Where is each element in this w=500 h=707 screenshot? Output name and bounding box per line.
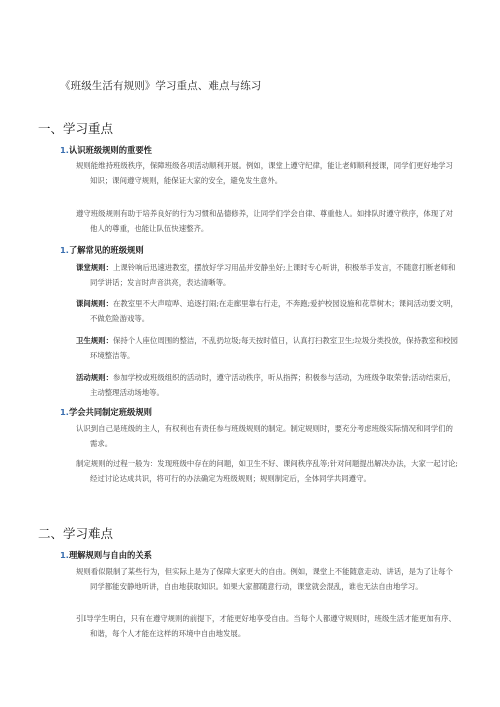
rule-text: 参加学校或班级组织的活动时，遵守活动秩序，听从指挥；积极参与活动，为班级争取荣誉;活动结束后，主动整理活动场地等。 [90,373,456,397]
subsection-heading [60,244,144,256]
subsection-number: 1. [60,550,69,560]
rule-paragraph [76,371,460,400]
subsection-title: 学会共同制定班级规则 [68,407,152,417]
section-heading: 一、学习重点 [38,121,114,136]
rule-lead: 课间规则： [76,299,113,308]
rule-lead: 活动规则： [76,373,113,382]
paragraph: 遵守班级规则有助于培养良好的行为习惯和品德修养，让同学们学会自律、尊重他人。如排队时遵守秩序，体现了对他人的尊重，也能让队伍快速整齐。 [76,209,453,233]
subsection-title: 了解常见的班级规则 [68,245,144,255]
paragraph: 制定规则的过程一般为：发现班级中存在的问题，如卫生不好、课间秩序乱等;针对问题提出解决办法，大家一起讨论;经过讨论达成共识，将可行的办法确定为班级规则；规则制定后，全体同学共同遵守。 [76,459,458,483]
subsection-title: 理解规则与自由的关系 [68,550,152,560]
subsection-heading [60,406,152,418]
paragraph: 认识到自己是班级的主人，有权利也有责任参与班级规则的制定。制定规则时，要充分考虑班级实际情况和同学们的需求。 [76,424,453,448]
rule-lead: 课堂规则： [76,263,113,272]
paragraph: 引I导学生明白，只有在遵守规则的前提下，才能更好地享受自由。当每个人都遵守规则时，班级生活才能更加有序、和谐，每个人才能在这样的环境中自由地发展。 [76,614,456,638]
rule-text: 在教室里不大声喧哗、追逐打闹;在走廊里靠右行走，不奔跑;爱护校园设施和花草树木；课间活动要文明，不做危险游戏等。 [90,299,458,323]
subsection-number: 1. [60,245,69,255]
rule-paragraph [76,334,460,363]
rule-text: 上课铃响后迅速进教室，摆放好学习用品并安静坐好;上课时专心听讲，积极举手发言，不随意打断老师和同学讲话；发言时声音洪亮，表达清晰等。 [90,263,456,287]
document-title: 《班级生活有规则》学习重点、难点与练习 [60,80,262,92]
subsection-title: 认识班级规则的重要性 [68,145,152,155]
rule-text: 保持个人座位周围的整洁，不乱扔垃圾;每天按时值日，认真打扫教室卫生;垃圾分类投放，保持教室和校园环境整洁等。 [90,336,458,360]
paragraph: 规则看似限制了某些行为，但实际上是为了保障大家更大的自由。例如，课堂上不能随意走动、讲话，是为了让每个同学都能安静地听讲，自由地获取知识。如果大家都随意行动，课堂就会混乱，谁也无法自由地学习。 [76,567,453,591]
rule-lead: 卫生规则： [76,336,113,345]
rule-paragraph [76,297,460,326]
section-heading: 二、学习难点 [38,526,114,541]
paragraph: 规则能维持班级秩序，保障班级各项活动顺利开展。例如，课堂上遵守纪律，能让老师顺利授课，同学们更好地学习知识；课间遵守规则，能保证大家的安全，避免发生意外。 [76,161,453,185]
subsection-heading [60,144,152,156]
subsection-number: 1. [60,145,69,155]
subsection-number: 1. [60,407,69,417]
rule-paragraph [76,261,460,290]
subsection-heading [60,549,152,561]
